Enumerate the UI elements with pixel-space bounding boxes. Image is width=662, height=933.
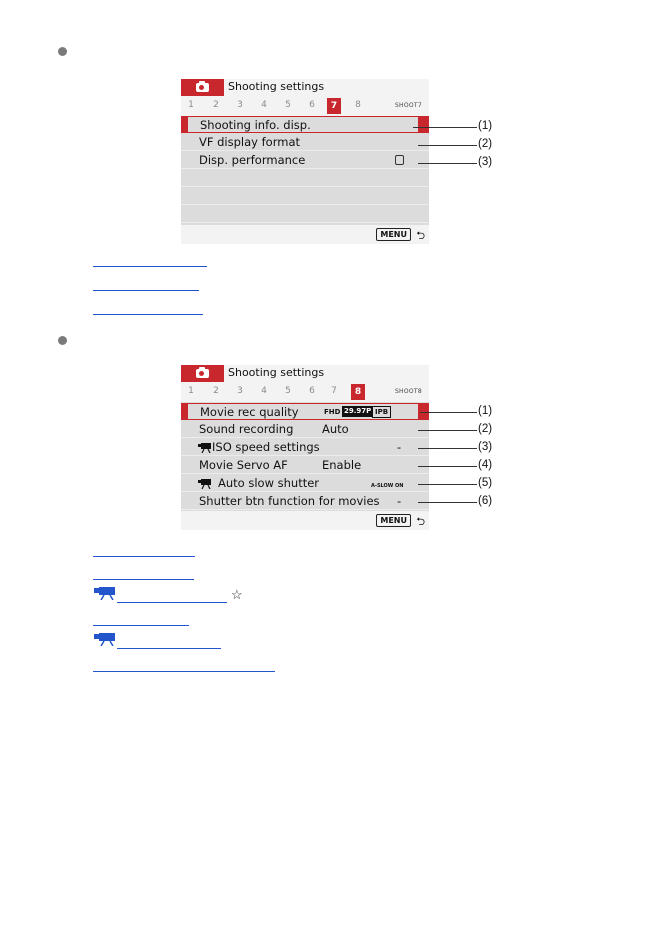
menu-item-label: Shutter btn function for movies <box>199 494 380 508</box>
menu-screen-shoot8 <box>181 365 429 530</box>
link-disp-performance[interactable] <box>93 302 203 315</box>
tab-4[interactable]: 4 <box>261 386 267 396</box>
menu-item-vf-display-format[interactable] <box>181 134 429 151</box>
link-shutter-btn-function[interactable] <box>93 659 275 672</box>
callout-number: (2) <box>478 423 493 435</box>
callout-number: (5) <box>478 477 493 489</box>
return-arrow-icon[interactable]: ⮌ <box>416 229 425 242</box>
menu-footer <box>181 225 429 244</box>
return-arrow-icon[interactable]: ⮌ <box>416 515 425 528</box>
menu-header <box>181 79 429 96</box>
page-code: SHOOT8 <box>394 388 422 395</box>
callout-line <box>418 430 477 431</box>
menu-title: Shooting settings <box>228 366 325 379</box>
menu-button[interactable]: MENU <box>376 228 411 241</box>
auto-slow-badge: A-SLOW ON <box>371 483 404 489</box>
menu-item-label: Sound recording <box>199 422 294 436</box>
menu-item-label: ISO speed settings <box>212 440 320 454</box>
menu-item-value: - <box>397 494 402 508</box>
menu-item-label: Disp. performance <box>199 153 306 167</box>
quality-fps: 29.97P <box>344 407 372 415</box>
link-auto-slow-shutter[interactable] <box>117 636 221 649</box>
tab-bar <box>181 382 429 402</box>
menu-item-shutter-btn-function[interactable] <box>181 493 429 510</box>
callout-number: (3) <box>478 441 493 453</box>
callout-line <box>418 448 477 449</box>
menu-item-label: Auto slow shutter <box>218 476 320 490</box>
callout-line <box>420 412 477 413</box>
menu-footer <box>181 511 429 530</box>
menu-item-empty <box>181 170 429 187</box>
callout-number: (1) <box>478 405 493 417</box>
tab-1[interactable]: 1 <box>188 100 194 110</box>
menu-item-movie-iso-speed[interactable] <box>181 439 429 456</box>
tab-2[interactable]: 2 <box>213 100 219 110</box>
menu-item-auto-slow-shutter[interactable] <box>181 475 429 492</box>
menu-item-label: Shooting info. disp. <box>200 118 311 132</box>
link-movie-servo-af[interactable] <box>93 613 189 626</box>
link-movie-iso-speed[interactable] <box>117 590 227 603</box>
bullet <box>58 336 67 345</box>
menu-item-empty <box>181 188 429 205</box>
menu-screen-shoot7 <box>181 79 429 244</box>
tab-3[interactable]: 3 <box>237 100 243 110</box>
menu-header <box>181 365 429 382</box>
tab-3[interactable]: 3 <box>237 386 243 396</box>
callout-line <box>418 502 477 503</box>
callout-number: (6) <box>478 495 493 507</box>
menu-item-disp-performance[interactable] <box>181 152 429 169</box>
menu-item-shooting-info-disp[interactable] <box>181 116 429 133</box>
tab-5[interactable]: 5 <box>285 386 291 396</box>
quality-compression: IPB <box>372 406 391 418</box>
movie-camera-icon <box>198 442 212 453</box>
camera-tab[interactable] <box>181 365 224 382</box>
lock-icon <box>395 155 404 165</box>
camera-tab[interactable] <box>181 79 224 96</box>
movie-camera-icon <box>198 478 212 489</box>
page-code: SHOOT7 <box>394 102 422 109</box>
menu-item-empty <box>181 206 429 223</box>
tab-6[interactable]: 6 <box>309 386 315 396</box>
menu-item-value: Auto <box>322 422 349 436</box>
tab-5[interactable]: 5 <box>285 100 291 110</box>
callout-number: (3) <box>478 156 493 168</box>
movie-camera-icon <box>94 586 118 600</box>
menu-title: Shooting settings <box>228 80 325 93</box>
tab-2[interactable]: 2 <box>213 386 219 396</box>
menu-item-value: - <box>397 440 402 454</box>
menu-item-value: Enable <box>322 458 362 472</box>
menu-item-movie-servo-af[interactable] <box>181 457 429 474</box>
tab-1[interactable]: 1 <box>188 386 194 396</box>
callout-line <box>418 145 477 146</box>
tab-bar <box>181 96 429 116</box>
callout-line <box>418 466 477 467</box>
callout-number: (1) <box>478 120 493 132</box>
callout-line <box>418 163 477 164</box>
menu-item-label: VF display format <box>199 135 300 149</box>
bullet <box>58 47 67 56</box>
link-shooting-info-disp[interactable] <box>93 254 207 267</box>
star-icon: ☆ <box>231 587 243 602</box>
tab-6[interactable]: 6 <box>309 100 315 110</box>
menu-item-sound-recording[interactable] <box>181 421 429 438</box>
quality-resolution: FHD <box>324 408 341 416</box>
link-vf-display-format[interactable] <box>93 278 199 291</box>
menu-item-movie-rec-quality[interactable] <box>181 403 429 420</box>
movie-camera-icon <box>94 632 118 646</box>
callout-number: (4) <box>478 459 493 471</box>
menu-item-label: Movie rec quality <box>200 405 299 419</box>
link-movie-rec-quality[interactable] <box>93 544 195 557</box>
tab-8[interactable]: 8 <box>355 100 361 110</box>
link-sound-recording[interactable] <box>93 567 194 580</box>
tab-7[interactable]: 7 <box>331 386 337 396</box>
callout-number: (2) <box>478 138 493 150</box>
menu-item-label: Movie Servo AF <box>199 458 288 472</box>
tab-4[interactable]: 4 <box>261 100 267 110</box>
callout-line <box>413 127 477 128</box>
tab-7[interactable]: 7 <box>327 98 341 114</box>
menu-button[interactable]: MENU <box>376 514 411 527</box>
tab-8[interactable]: 8 <box>351 384 365 400</box>
callout-line <box>418 484 477 485</box>
